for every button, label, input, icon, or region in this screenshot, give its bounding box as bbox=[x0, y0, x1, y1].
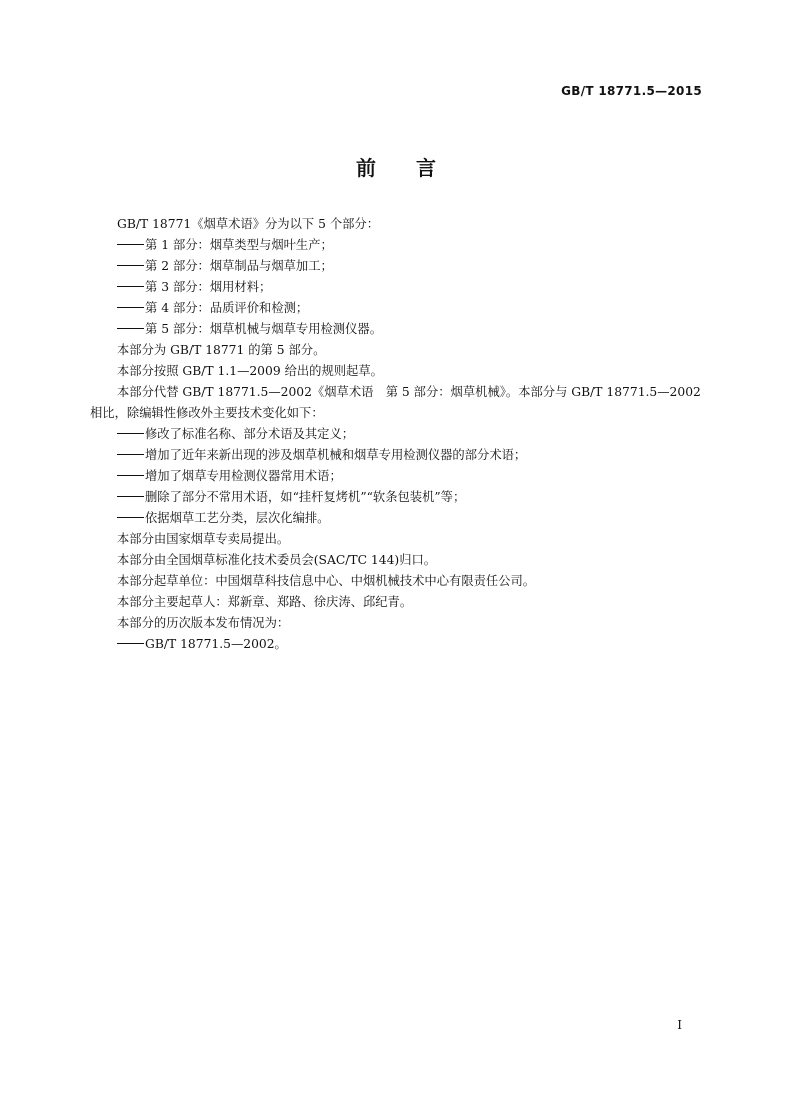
drafters-paragraph: 本部分主要起草人：郑新章、郑路、徐庆涛、邱纪青。 bbox=[117, 595, 413, 609]
history-1-text: GB/T 18771.5—2002。 bbox=[145, 637, 287, 651]
drafting-units-paragraph: 本部分起草单位：中国烟草科技信息中心、中烟机械技术中心有限责任公司。 bbox=[117, 574, 536, 588]
part-3-text: 第 3 部分：烟用材料； bbox=[145, 280, 272, 294]
list-item bbox=[90, 319, 706, 340]
list-item bbox=[90, 298, 706, 319]
foreword-body bbox=[90, 214, 706, 655]
page-title: 前言 bbox=[356, 156, 476, 180]
dash-bullet bbox=[117, 265, 144, 266]
dash-bullet bbox=[117, 307, 144, 308]
replaces-paragraph: 本部分代替 GB/T 18771.5—2002《烟草术语 第 5 部分：烟草机械》。本部分与 GB/T 18771.5—2002 相比，除编辑性修改外主要技术变化如下： bbox=[90, 385, 701, 420]
change-4-text: 删除了部分不常用术语，如“挂杆复烤机”“软条包装机”等； bbox=[145, 490, 466, 504]
dash-bullet bbox=[117, 433, 144, 434]
page-number: I bbox=[677, 1018, 682, 1032]
part-4-text: 第 4 部分：品质评价和检测； bbox=[145, 301, 309, 315]
standard-number: GB/T 18771.5—2015 bbox=[561, 84, 702, 98]
dash-bullet bbox=[117, 475, 144, 476]
dash-bullet bbox=[117, 517, 144, 518]
history-paragraph: 本部分的历次版本发布情况为： bbox=[117, 616, 290, 630]
list-item bbox=[90, 424, 706, 445]
list-item bbox=[90, 487, 706, 508]
list-item bbox=[90, 445, 706, 466]
change-1-text: 修改了标准名称、部分术语及其定义； bbox=[145, 427, 355, 441]
dash-bullet bbox=[117, 643, 144, 644]
jurisdiction-paragraph: 本部分由全国烟草标准化技术委员会(SAC/TC 144)归口。 bbox=[117, 553, 437, 567]
change-5-text: 依据烟草工艺分类，层次化编排。 bbox=[145, 511, 330, 525]
proposed-by-paragraph: 本部分由国家烟草专卖局提出。 bbox=[117, 532, 290, 546]
list-item bbox=[90, 508, 706, 529]
part-5-text: 第 5 部分：烟草机械与烟草专用检测仪器。 bbox=[145, 322, 382, 336]
list-item bbox=[90, 256, 706, 277]
change-3-text: 增加了烟草专用检测仪器常用术语； bbox=[145, 469, 342, 483]
list-item bbox=[90, 277, 706, 298]
intro-paragraph: GB/T 18771《烟草术语》分为以下 5 个部分： bbox=[117, 217, 380, 231]
part-of-paragraph: 本部分为 GB/T 18771 的第 5 部分。 bbox=[117, 343, 326, 357]
part-2-text: 第 2 部分：烟草制品与烟草加工； bbox=[145, 259, 333, 273]
list-item bbox=[90, 235, 706, 256]
dash-bullet bbox=[117, 496, 144, 497]
dash-bullet bbox=[117, 454, 144, 455]
dash-bullet bbox=[117, 328, 144, 329]
drafting-rule-paragraph: 本部分按照 GB/T 1.1—2009 给出的规则起草。 bbox=[117, 364, 383, 378]
list-item bbox=[90, 634, 706, 655]
part-1-text: 第 1 部分：烟草类型与烟叶生产； bbox=[145, 238, 333, 252]
dash-bullet bbox=[117, 286, 144, 287]
change-2-text: 增加了近年来新出现的涉及烟草机械和烟草专用检测仪器的部分术语； bbox=[145, 448, 527, 462]
list-item bbox=[90, 466, 706, 487]
dash-bullet bbox=[117, 244, 144, 245]
